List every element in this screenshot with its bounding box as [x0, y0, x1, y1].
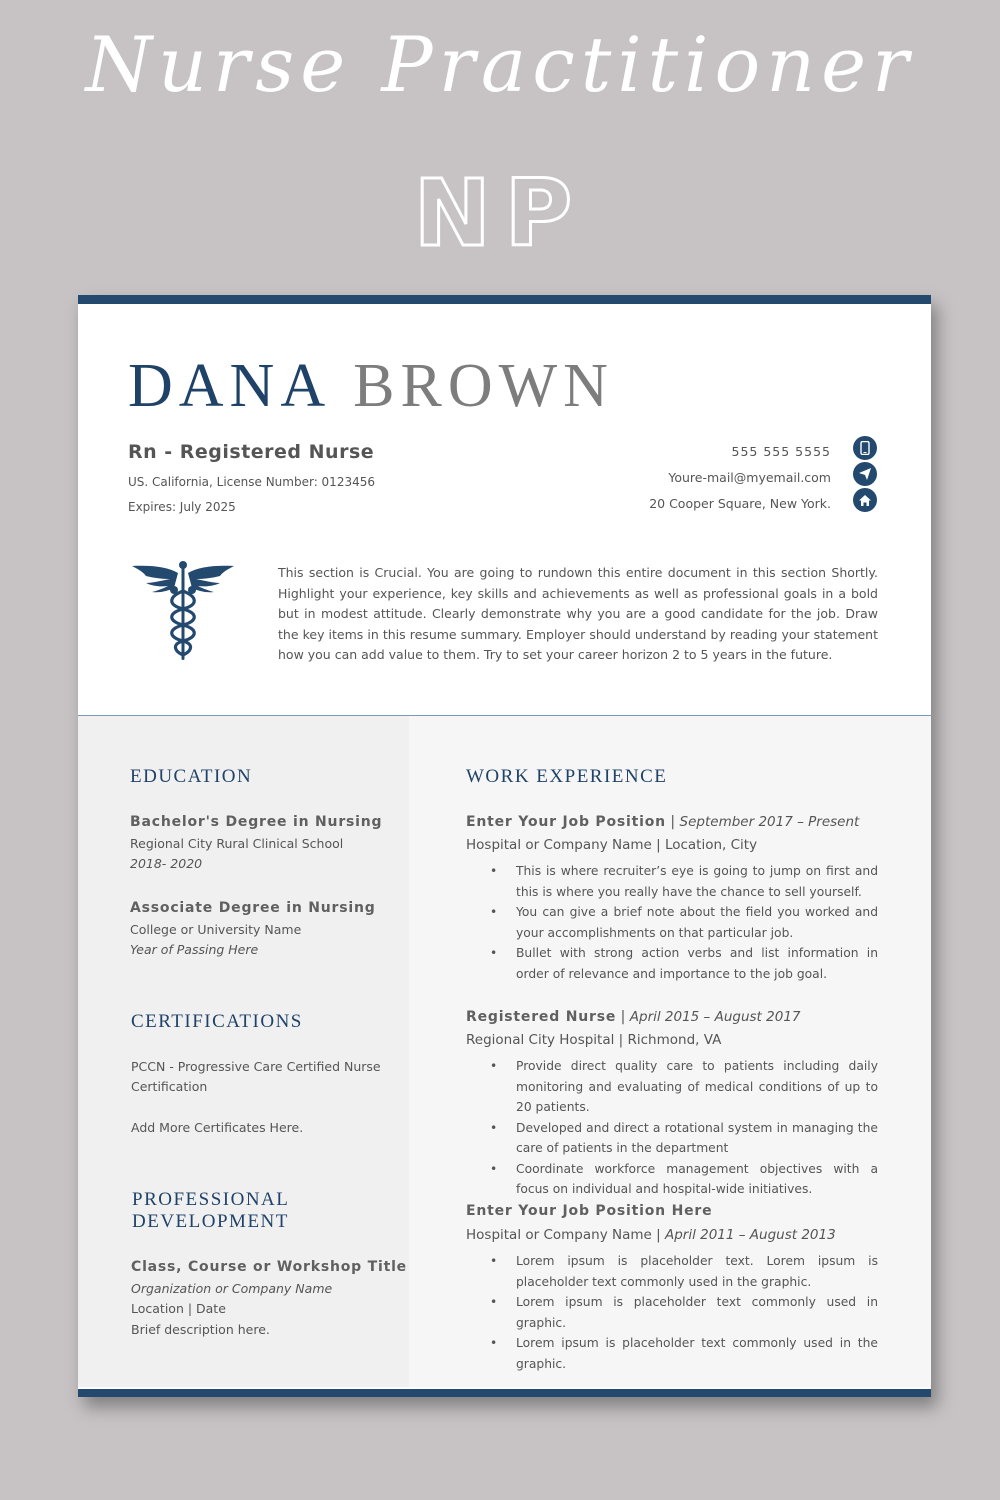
list-item: • Lorem ipsum is placeholder text commonly used in graphic. [466, 1292, 878, 1333]
job-2-company: Regional City Hospital | Richmond, VA [466, 1032, 722, 1048]
professional-development-heading [132, 1189, 289, 1233]
job-3-separator: | [651, 1227, 665, 1243]
education-degree-2: Associate Degree in Nursing [130, 900, 376, 916]
education-school-1: Regional City Rural Clinical School [130, 836, 344, 851]
bottom-accent-bar [78, 1389, 931, 1397]
list-item: • This is where recruiter’s eye is going to jump on first and this is where you really have the chance to sell yourself. [466, 861, 878, 902]
license-expiry: Expires: July 2025 [128, 500, 236, 514]
home-icon [853, 488, 877, 512]
banner-title: Nurse Practitioner [85, 20, 915, 109]
job-title: Rn - Registered Nurse [128, 441, 375, 463]
contact-phone: 555 555 5555 [731, 444, 831, 459]
list-item: • Lorem ipsum is placeholder text. Lorem ipsum is placeholder text commonly used in the graphic. [466, 1251, 878, 1292]
certifications-heading: CERTIFICATIONS [131, 1011, 303, 1032]
list-item: • Developed and direct a rotational system in managing the care of patients in the department [466, 1118, 878, 1159]
job-2-separator: | [616, 1009, 630, 1025]
education-heading: EDUCATION [130, 766, 253, 787]
job-1-separator: | [665, 814, 680, 830]
education-school-2: College or University Name [130, 922, 302, 937]
course-organization: Organization or Company Name [131, 1281, 333, 1296]
course-location-date: Location | Date [131, 1301, 226, 1316]
job-3-company: Hospital or Company Name [466, 1227, 652, 1243]
job-1-position: Enter Your Job Position [466, 814, 666, 830]
candidate-name [128, 351, 614, 422]
contact-email: Youre-mail@myemail.com [668, 470, 831, 485]
course-title: Class, Course or Workshop Title [131, 1259, 407, 1275]
job-3-header [466, 1203, 712, 1219]
job-2-bullets [466, 1056, 878, 1200]
last-name: BROWN [353, 352, 614, 420]
certifications-more: Add More Certificates Here. [131, 1120, 304, 1135]
contact-address: 20 Cooper Square, New York. [649, 496, 831, 511]
top-accent-bar [78, 295, 931, 304]
job-3-company-line [466, 1227, 836, 1243]
job-3-bullets [466, 1251, 878, 1374]
professional-development-heading-line-2: DEVELOPMENT [132, 1211, 289, 1232]
list-item: • Bullet with strong action verbs and list information in order of relevance and importance to the job goal. [466, 943, 878, 984]
list-item: • Coordinate workforce management objectives with a focus on individual and hospital-wide initiatives. [466, 1159, 878, 1200]
send-icon [853, 462, 877, 486]
phone-icon [853, 436, 877, 460]
education-years-2: Year of Passing Here [130, 942, 259, 957]
job-2-position: Registered Nurse [466, 1009, 617, 1025]
list-item: • You can give a brief note about the field you worked and your accomplishments on that particular job. [466, 902, 878, 943]
education-years-1: 2018- 2020 [130, 856, 203, 871]
list-item: • Provide direct quality care to patients including daily monitoring and evaluating of medical conditions of up to 20 patients. [466, 1056, 878, 1118]
job-2-date: April 2015 – August 2017 [629, 1009, 801, 1025]
resume-summary: This section is Crucial. You are going to rundown this entire document in this section Shortly. Highlight your experience, key skills and achievements as well as professional goals in a bold but in modest attitude. Clearly demonstrate why you are a good candidate for the job. Draw the key items in this resume summary. Employer should understand by reading your statement how you can add value to them. Try to set your career horizon 2 to 5 years in the future. [278, 565, 878, 662]
job-1-company: Hospital or Company Name | Location, City [466, 837, 758, 853]
first-name: DANA [128, 352, 332, 420]
certification-line-1: PCCN - Progressive Care Certified Nurse [131, 1059, 381, 1074]
course-description: Brief description here. [131, 1322, 270, 1337]
resume-document [78, 295, 931, 1397]
license-info: US. California, License Number: 0123456 [128, 475, 375, 489]
work-experience-heading: WORK EXPERIENCE [466, 766, 668, 787]
caduceus-icon [130, 561, 236, 667]
job-3-date: April 2011 – August 2013 [664, 1227, 836, 1243]
job-1-bullets [466, 861, 878, 984]
certification-line-2: Certification [131, 1079, 208, 1094]
list-item: • Lorem ipsum is placeholder text commonly used in the graphic. [466, 1333, 878, 1374]
job-2-header [466, 1009, 801, 1025]
job-3-position: Enter Your Job Position Here [466, 1203, 713, 1219]
education-degree-1: Bachelor's Degree in Nursing [130, 814, 383, 830]
job-1-header [466, 814, 859, 830]
banner-abbreviation: NP [413, 160, 587, 267]
job-1-date: September 2017 – Present [679, 814, 860, 830]
professional-development-heading-line-1: PROFESSIONAL [132, 1189, 290, 1210]
